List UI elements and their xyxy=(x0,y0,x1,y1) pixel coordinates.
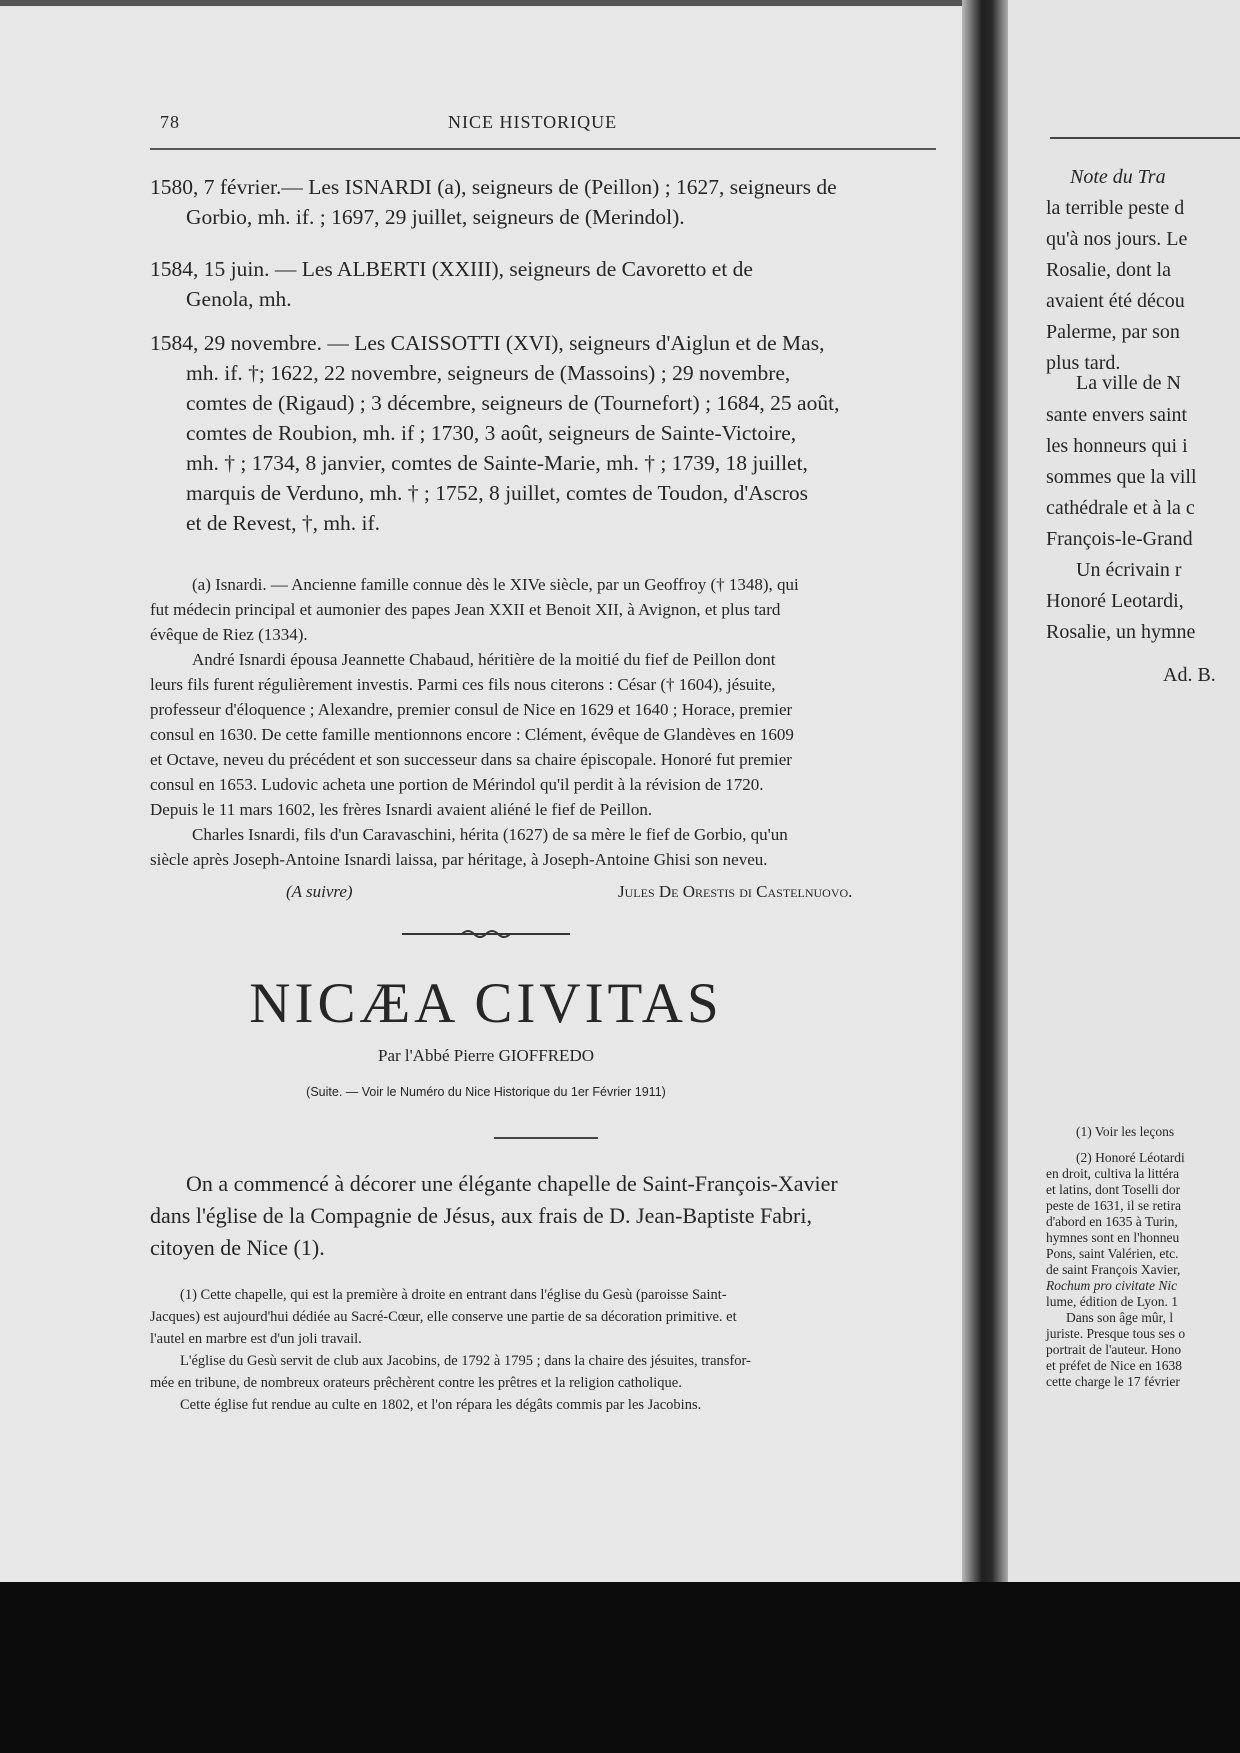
right-footnote: de saint François Xavier, xyxy=(1046,1262,1181,1277)
entry-line: Genola, mh. xyxy=(186,287,292,311)
page-number: 78 xyxy=(160,112,180,132)
right-footnote: cette charge le 17 février xyxy=(1046,1374,1180,1389)
right-line: Note du Tra xyxy=(1070,166,1166,188)
article-body xyxy=(150,1168,940,1264)
running-title: NICE HISTORIQUE xyxy=(448,112,618,132)
note-line: Charles Isnardi, fils d'un Caravaschini, hérita (1627) de sa mère le fief de Gorbio, qu'un xyxy=(192,825,788,844)
footnote-line: (1) Cette chapelle, qui est la première à droite en entrant dans l'église du Gesù (paroisse Saint- xyxy=(180,1287,727,1303)
note-line: (a) Isnardi. — Ancienne famille connue dès le XIVe siècle, par un Geoffroy († 1348), qui xyxy=(192,575,799,594)
footnote-line: Cette église fut rendue au culte en 1802, et l'on répara les dégâts commis par les Jacobins. xyxy=(180,1397,702,1413)
right-page xyxy=(1008,0,1240,1582)
right-footnote: et latins, dont Toselli dor xyxy=(1046,1182,1181,1197)
right-footnote: d'abord en 1635 à Turin, xyxy=(1046,1214,1178,1229)
footnote-line: l'autel en marbre est d'un joli travail. xyxy=(150,1331,362,1347)
note-line: professeur d'éloquence ; Alexandre, premier consul de Nice en 1629 et 1640 ; Horace, premier xyxy=(150,700,793,719)
footnote-line: L'église du Gesù servit de club aux Jacobins, de 1792 à 1795 ; dans la chaire des jésuites, transfor- xyxy=(180,1353,751,1369)
right-footnote: portrait de l'auteur. Hono xyxy=(1046,1342,1182,1357)
article-title: NICÆA CIVITAS xyxy=(249,972,723,1035)
suite-note: (Suite. — Voir le Numéro du Nice Historique du 1er Février 1911) xyxy=(306,1085,666,1099)
entry-alberti xyxy=(150,254,940,314)
note-line: consul en 1653. Ludovic acheta une portion de Mérindol qu'il perdit à la révision de 1720. xyxy=(150,775,764,794)
right-footnote: Rochum pro civitate Nic xyxy=(1046,1278,1178,1293)
note-line: consul en 1630. De cette famille mentionnons encore : Clément, évêque de Glandèves en 1609 xyxy=(150,725,794,744)
right-line: cathédrale et à la c xyxy=(1046,497,1195,519)
right-footnote: (2) Honoré Léotardi xyxy=(1076,1150,1185,1165)
entry-line: 1584, 29 novembre. — Les CAISSOTTI (XVI), seigneurs d'Aiglun et de Mas, xyxy=(150,331,825,355)
right-footnote: en droit, cultiva la littéra xyxy=(1046,1166,1180,1181)
book-gutter xyxy=(962,0,1012,1582)
right-line: Honoré Leotardi, xyxy=(1046,590,1184,612)
entry-line: marquis de Verduno, mh. † ; 1752, 8 juillet, comtes de Toudon, d'Ascros xyxy=(186,481,809,505)
title-rule xyxy=(494,1137,598,1139)
right-footnote: (1) Voir les leçons xyxy=(1076,1124,1175,1139)
right-line: Un écrivain r xyxy=(1076,559,1182,581)
note-line: fut médecin principal et aumonier des papes Jean XXII et Benoit XII, à Avignon, et plus tard xyxy=(150,600,781,619)
footnote-1 xyxy=(150,1284,940,1416)
body-line: On a commencé à décorer une élégante chapelle de Saint-François-Xavier xyxy=(186,1171,838,1196)
right-line: Rosalie, dont la xyxy=(1046,259,1171,281)
continuation-note: (A suivre) xyxy=(286,882,353,901)
header-rule xyxy=(150,148,936,150)
right-footnote: Dans son âge mûr, l xyxy=(1066,1310,1174,1325)
note-line: Depuis le 11 mars 1602, les frères Isnardi avaient aliéné le fief de Peillon. xyxy=(150,800,653,819)
entry-line: mh. if. †; 1622, 22 novembre, seigneurs de (Massoins) ; 29 novembre, xyxy=(186,361,791,385)
body-line: citoyen de Nice (1). xyxy=(150,1235,325,1260)
scan-bottom-margin xyxy=(0,1582,1240,1753)
author-signature: Jules De Orestis di Castelnuovo. xyxy=(618,882,853,901)
right-footnote: peste de 1631, il se retira xyxy=(1046,1198,1181,1213)
footnote-line: mée en tribune, de nombreux orateurs prêchèrent contre les prêtres et la religion catholique. xyxy=(150,1375,682,1391)
entry-line: mh. † ; 1734, 8 janvier, comtes de Sainte-Marie, mh. † ; 1739, 18 juillet, xyxy=(186,451,808,475)
note-line: évêque de Riez (1334). xyxy=(150,625,308,644)
footnote-line: Jacques) est aujourd'hui dédiée au Sacré-Cœur, elle conserve une partie de sa décoration primitive. et xyxy=(150,1309,737,1325)
note-a xyxy=(150,572,940,872)
right-footnote: hymnes sont en l'honneu xyxy=(1046,1230,1180,1245)
note-line: leurs fils furent régulièrement investis. Parmi ces fils nous citerons : César († 1604), jésuite, xyxy=(150,675,776,694)
entry-line: Gorbio, mh. if. ; 1697, 29 juillet, seigneurs de (Merindol). xyxy=(186,205,685,229)
right-line: la terrible peste d xyxy=(1046,197,1185,219)
right-line: La ville de N xyxy=(1076,372,1181,394)
right-signature: Ad. B. xyxy=(1163,664,1216,686)
right-line: Palerme, par son xyxy=(1046,321,1180,343)
entry-line: 1580, 7 février.— Les ISNARDI (a), seigneurs de (Peillon) ; 1627, seigneurs de xyxy=(150,175,837,199)
note-line: siècle après Joseph-Antoine Isnardi laissa, par héritage, à Joseph-Antoine Ghisi son neveu. xyxy=(150,850,768,869)
note-line: André Isnardi épousa Jeannette Chabaud, héritière de la moitié du fief de Peillon dont xyxy=(192,650,776,669)
right-footnote: et préfet de Nice en 1638 xyxy=(1046,1358,1183,1373)
note-line: et Octave, neveu du précédent et son successeur dans sa chaire épiscopale. Honoré fut premier xyxy=(150,750,792,769)
right-line: sante envers saint xyxy=(1046,404,1188,426)
right-line: avaient été décou xyxy=(1046,290,1185,312)
right-line: qu'à nos jours. Le xyxy=(1046,228,1188,250)
right-footnote: juriste. Presque tous ses o xyxy=(1046,1326,1186,1341)
entry-isnardi xyxy=(150,172,940,232)
right-line: François-le-Grand xyxy=(1046,528,1193,550)
right-line: plus tard. xyxy=(1046,352,1121,374)
right-footnote: lume, édition de Lyon. 1 xyxy=(1046,1294,1178,1309)
right-line: sommes que la vill xyxy=(1046,466,1197,488)
entry-line: 1584, 15 juin. — Les ALBERTI (XXIII), seigneurs de Cavoretto et de xyxy=(150,257,753,281)
entry-line: comtes de Roubion, mh. if ; 1730, 3 août, seigneurs de Sainte-Victoire, xyxy=(186,421,797,445)
right-line: Rosalie, un hymne xyxy=(1046,621,1196,643)
body-line: dans l'église de la Compagnie de Jésus, aux frais de D. Jean-Baptiste Fabri, xyxy=(150,1203,812,1228)
article-byline: Par l'Abbé Pierre GIOFFREDO xyxy=(377,1046,594,1065)
right-footnote: Pons, saint Valérien, etc. xyxy=(1046,1246,1179,1261)
entry-line: comtes de (Rigaud) ; 3 décembre, seigneurs de (Tournefort) ; 1684, 25 août, xyxy=(186,391,840,415)
right-line: les honneurs qui i xyxy=(1046,435,1188,457)
entry-line: et de Revest, †, mh. if. xyxy=(186,511,381,535)
ornament-divider xyxy=(402,926,570,942)
right-header-rule xyxy=(1050,137,1240,139)
entry-caissotti xyxy=(150,328,940,538)
